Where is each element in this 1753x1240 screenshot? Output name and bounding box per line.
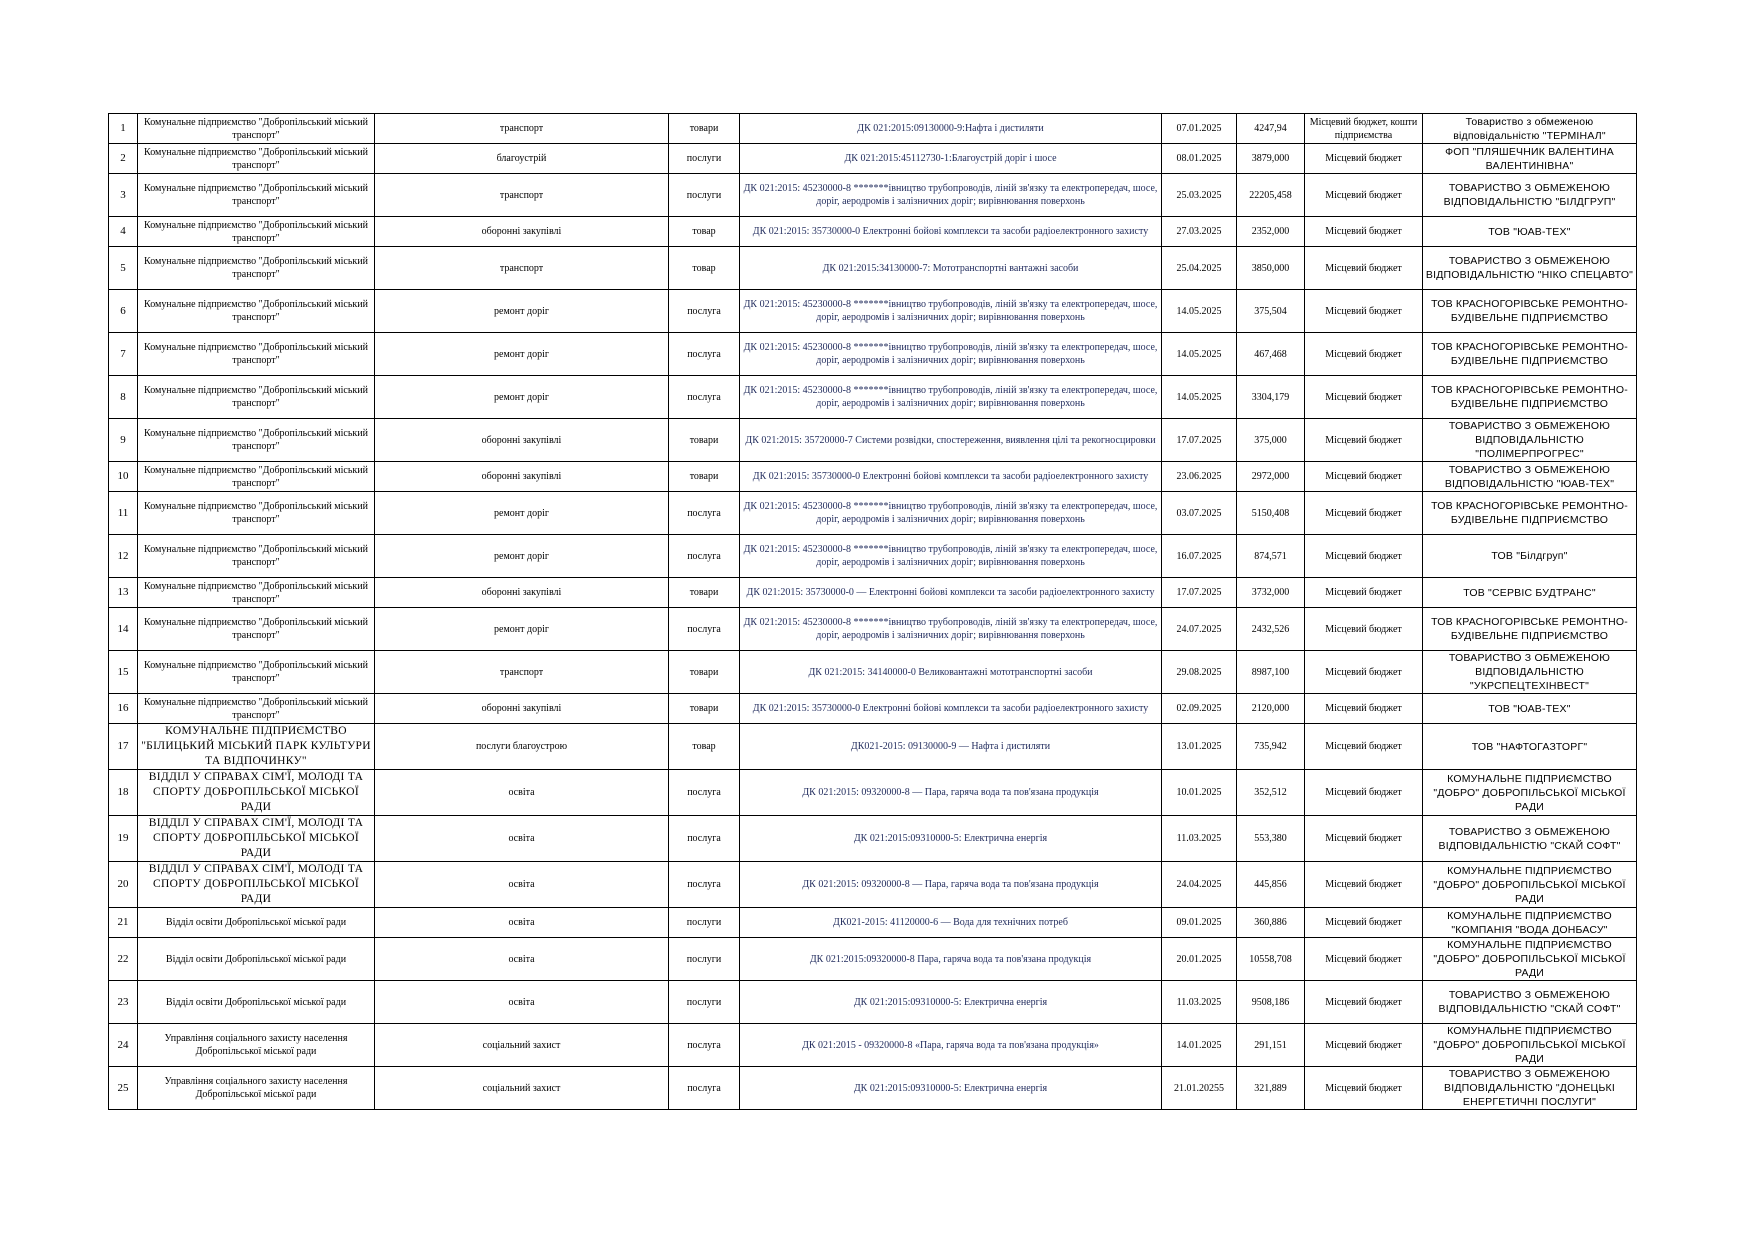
row-number: 24 [109,1024,138,1067]
category-cell: послуги благоустрою [375,724,669,770]
type-cell: послуга [669,1067,740,1110]
table-row [109,908,1637,938]
cpv-code-cell: ДК 021:2015:45112730-1:Благоустрій доріг і шосе [740,144,1162,174]
table-row [109,770,1637,816]
budget-cell: Місцевий бюджет [1305,492,1423,535]
supplier-cell: КОМУНАЛЬНЕ ПІДПРИЄМСТВО "ДОБРО" ДОБРОПІЛЬСЬКОЇ МІСЬКОЇ РАДИ [1423,770,1637,816]
amount-cell: 2972,000 [1237,462,1305,492]
table-row [109,981,1637,1024]
cpv-code-cell: ДК021-2015: 09130000-9 — Нафта і дистиляти [740,724,1162,770]
organization-cell: Комунальне підприємство "Добропільський міський транспорт" [138,333,375,376]
category-cell: транспорт [375,114,669,144]
table-row [109,578,1637,608]
cpv-code-cell: ДК 021:2015: 45230000-8 *******івництво трубопроводів, ліній зв'язку та електропередач, шосе, доріг, аеродромів і залізничних доріг; вирівнювання поверхонь [740,535,1162,578]
type-cell: послуга [669,608,740,651]
supplier-cell: ТОВ "Білдгруп" [1423,535,1637,578]
amount-cell: 321,889 [1237,1067,1305,1110]
category-cell: освіта [375,816,669,862]
cpv-code-cell: ДК 021:2015: 45230000-8 *******івництво трубопроводів, ліній зв'язку та електропередач, шосе, доріг, аеродромів і залізничних доріг; вирівнювання поверхонь [740,608,1162,651]
supplier-cell: КОМУНАЛЬНЕ ПІДПРИЄМСТВО "КОМПАНІЯ "ВОДА ДОНБАСУ" [1423,908,1637,938]
table-row [109,694,1637,724]
row-number: 6 [109,290,138,333]
date-cell: 17.07.2025 [1162,419,1237,462]
cpv-code-cell: ДК 021:2015: 35730000-0 — Електронні бойові комплекси та засоби радіоелектронного захисту [740,578,1162,608]
supplier-cell: ТОВ "СЕРВІС БУДТРАНС" [1423,578,1637,608]
type-cell: послуга [669,290,740,333]
amount-cell: 375,000 [1237,419,1305,462]
budget-cell: Місцевий бюджет [1305,1067,1423,1110]
organization-cell: Комунальне підприємство "Добропільський міський транспорт" [138,578,375,608]
amount-cell: 2352,000 [1237,217,1305,247]
organization-cell: Комунальне підприємство "Добропільський міський транспорт" [138,535,375,578]
cpv-code-cell: ДК 021:2015: 45230000-8 *******івництво трубопроводів, ліній зв'язку та електропередач, шосе, доріг, аеродромів і залізничних доріг; вирівнювання поверхонь [740,174,1162,217]
row-number: 13 [109,578,138,608]
table-row [109,1024,1637,1067]
organization-cell: Відділ освіти Добропільської міської ради [138,981,375,1024]
category-cell: ремонт доріг [375,608,669,651]
budget-cell: Місцевий бюджет [1305,862,1423,908]
table-row [109,419,1637,462]
amount-cell: 22205,458 [1237,174,1305,217]
date-cell: 24.04.2025 [1162,862,1237,908]
table-row [109,174,1637,217]
supplier-cell: ТОВ КРАСНОГОРІВСЬКЕ РЕМОНТНО-БУДІВЕЛЬНЕ ПІДПРИЄМСТВО [1423,492,1637,535]
amount-cell: 8987,100 [1237,651,1305,694]
organization-cell: Комунальне підприємство "Добропільський міський транспорт" [138,247,375,290]
amount-cell: 553,380 [1237,816,1305,862]
budget-cell: Місцевий бюджет [1305,247,1423,290]
amount-cell: 5150,408 [1237,492,1305,535]
row-number: 25 [109,1067,138,1110]
organization-cell: Комунальне підприємство "Добропільський міський транспорт" [138,651,375,694]
row-number: 3 [109,174,138,217]
table-row [109,1067,1637,1110]
cpv-code-cell: ДК 021:2015: 45230000-8 *******івництво трубопроводів, ліній зв'язку та електропередач, шосе, доріг, аеродромів і залізничних доріг; вирівнювання поверхонь [740,290,1162,333]
organization-cell: Комунальне підприємство "Добропільський міський транспорт" [138,290,375,333]
amount-cell: 10558,708 [1237,938,1305,981]
type-cell: товари [669,578,740,608]
row-number: 10 [109,462,138,492]
organization-cell: Відділ освіти Добропільської міської ради [138,908,375,938]
date-cell: 02.09.2025 [1162,694,1237,724]
type-cell: послуга [669,770,740,816]
type-cell: послуга [669,376,740,419]
cpv-code-cell: ДК 021:2015: 35730000-0 Електронні бойові комплекси та засоби радіоелектронного захисту [740,217,1162,247]
category-cell: освіта [375,908,669,938]
category-cell: освіта [375,770,669,816]
date-cell: 14.05.2025 [1162,333,1237,376]
organization-cell: Комунальне підприємство "Добропільський міський транспорт" [138,694,375,724]
table-row [109,144,1637,174]
category-cell: освіта [375,938,669,981]
row-number: 18 [109,770,138,816]
budget-cell: Місцевий бюджет [1305,376,1423,419]
amount-cell: 3304,179 [1237,376,1305,419]
category-cell: освіта [375,981,669,1024]
supplier-cell: ТОВАРИСТВО З ОБМЕЖЕНОЮ ВІДПОВІДАЛЬНІСТЮ "ПОЛІМЕРПРОГРЕС" [1423,419,1637,462]
cpv-code-cell: ДК 021:2015 - 09320000-8 «Пара, гаряча вода та пов'язана продукція» [740,1024,1162,1067]
date-cell: 08.01.2025 [1162,144,1237,174]
supplier-cell: ТОВ "НАФТОГАЗТОРГ" [1423,724,1637,770]
type-cell: послуги [669,144,740,174]
cpv-code-cell: ДК 021:2015:09130000-9:Нафта і дистиляти [740,114,1162,144]
budget-cell: Місцевий бюджет [1305,535,1423,578]
row-number: 7 [109,333,138,376]
type-cell: послуги [669,938,740,981]
row-number: 4 [109,217,138,247]
type-cell: послуги [669,981,740,1024]
budget-cell: Місцевий бюджет [1305,144,1423,174]
table-row [109,608,1637,651]
row-number: 8 [109,376,138,419]
supplier-cell: ТОВ КРАСНОГОРІВСЬКЕ РЕМОНТНО-БУДІВЕЛЬНЕ ПІДПРИЄМСТВО [1423,333,1637,376]
organization-cell: ВІДДІЛ У СПРАВАХ СІМ'Ї, МОЛОДІ ТА СПОРТУ ДОБРОПІЛЬСЬКОЇ МІСЬКОЇ РАДИ [138,862,375,908]
category-cell: ремонт доріг [375,290,669,333]
table-row [109,816,1637,862]
category-cell: оборонні закупівлі [375,419,669,462]
date-cell: 21.01.20255 [1162,1067,1237,1110]
procurement-table [108,113,1637,1110]
category-cell: освіта [375,862,669,908]
row-number: 16 [109,694,138,724]
type-cell: товар [669,724,740,770]
budget-cell: Місцевий бюджет [1305,908,1423,938]
date-cell: 20.01.2025 [1162,938,1237,981]
amount-cell: 735,942 [1237,724,1305,770]
date-cell: 23.06.2025 [1162,462,1237,492]
type-cell: товари [669,114,740,144]
table-row [109,492,1637,535]
organization-cell: Комунальне підприємство "Добропільський міський транспорт" [138,462,375,492]
budget-cell: Місцевий бюджет [1305,333,1423,376]
organization-cell: Комунальне підприємство "Добропільський міський транспорт" [138,144,375,174]
date-cell: 14.05.2025 [1162,376,1237,419]
supplier-cell: ТОВ КРАСНОГОРІВСЬКЕ РЕМОНТНО-БУДІВЕЛЬНЕ ПІДПРИЄМСТВО [1423,376,1637,419]
category-cell: ремонт доріг [375,492,669,535]
amount-cell: 467,468 [1237,333,1305,376]
budget-cell: Місцевий бюджет [1305,816,1423,862]
type-cell: послуги [669,174,740,217]
organization-cell: Комунальне підприємство "Добропільський міський транспорт" [138,419,375,462]
cpv-code-cell: ДК 021:2015: 35730000-0 Електронні бойові комплекси та засоби радіоелектронного захисту [740,694,1162,724]
budget-cell: Місцевий бюджет [1305,419,1423,462]
date-cell: 24.07.2025 [1162,608,1237,651]
row-number: 1 [109,114,138,144]
amount-cell: 375,504 [1237,290,1305,333]
row-number: 20 [109,862,138,908]
budget-cell: Місцевий бюджет [1305,770,1423,816]
amount-cell: 2432,526 [1237,608,1305,651]
row-number: 5 [109,247,138,290]
type-cell: товари [669,651,740,694]
budget-cell: Місцевий бюджет [1305,1024,1423,1067]
date-cell: 14.05.2025 [1162,290,1237,333]
supplier-cell: КОМУНАЛЬНЕ ПІДПРИЄМСТВО "ДОБРО" ДОБРОПІЛЬСЬКОЇ МІСЬКОЇ РАДИ [1423,1024,1637,1067]
amount-cell: 3850,000 [1237,247,1305,290]
budget-cell: Місцевий бюджет [1305,217,1423,247]
supplier-cell: ТОВ "ЮАВ-ТЕХ" [1423,217,1637,247]
date-cell: 11.03.2025 [1162,981,1237,1024]
category-cell: оборонні закупівлі [375,217,669,247]
cpv-code-cell: ДК 021:2015: 34140000-0 Великовантажні мототранспортні засоби [740,651,1162,694]
cpv-code-cell: ДК 021:2015: 45230000-8 *******івництво трубопроводів, ліній зв'язку та електропередач, шосе, доріг, аеродромів і залізничних доріг; вирівнювання поверхонь [740,333,1162,376]
row-number: 21 [109,908,138,938]
date-cell: 03.07.2025 [1162,492,1237,535]
category-cell: транспорт [375,651,669,694]
budget-cell: Місцевий бюджет [1305,938,1423,981]
amount-cell: 291,151 [1237,1024,1305,1067]
supplier-cell: ТОВАРИСТВО З ОБМЕЖЕНОЮ ВІДПОВІДАЛЬНІСТЮ "ЮАВ-ТЕХ" [1423,462,1637,492]
amount-cell: 352,512 [1237,770,1305,816]
cpv-code-cell: ДК021-2015: 41120000-6 — Вода для технічних потреб [740,908,1162,938]
organization-cell: Комунальне підприємство "Добропільський міський транспорт" [138,217,375,247]
type-cell: товари [669,694,740,724]
supplier-cell: ТОВАРИСТВО З ОБМЕЖЕНОЮ ВІДПОВІДАЛЬНІСТЮ "БІЛДГРУП" [1423,174,1637,217]
organization-cell: ВІДДІЛ У СПРАВАХ СІМ'Ї, МОЛОДІ ТА СПОРТУ ДОБРОПІЛЬСЬКОЇ МІСЬКОЇ РАДИ [138,816,375,862]
organization-cell: Комунальне підприємство "Добропільський міський транспорт" [138,114,375,144]
row-number: 15 [109,651,138,694]
type-cell: послуга [669,492,740,535]
cpv-code-cell: ДК 021:2015: 45230000-8 *******івництво трубопроводів, ліній зв'язку та електропередач, шосе, доріг, аеродромів і залізничних доріг; вирівнювання поверхонь [740,376,1162,419]
type-cell: послуга [669,862,740,908]
row-number: 22 [109,938,138,981]
category-cell: ремонт доріг [375,535,669,578]
organization-cell: Комунальне підприємство "Добропільський міський транспорт" [138,376,375,419]
supplier-cell: ФОП "ПЛЯШЕЧНИК ВАЛЕНТИНА ВАЛЕНТИНІВНА" [1423,144,1637,174]
cpv-code-cell: ДК 021:2015:34130000-7: Мототранспортні вантажні засоби [740,247,1162,290]
date-cell: 11.03.2025 [1162,816,1237,862]
table-row [109,247,1637,290]
type-cell: послуги [669,908,740,938]
amount-cell: 3732,000 [1237,578,1305,608]
category-cell: соціальний захист [375,1024,669,1067]
date-cell: 25.04.2025 [1162,247,1237,290]
budget-cell: Місцевий бюджет [1305,462,1423,492]
type-cell: товари [669,419,740,462]
budget-cell: Місцевий бюджет [1305,651,1423,694]
date-cell: 16.07.2025 [1162,535,1237,578]
supplier-cell: КОМУНАЛЬНЕ ПІДПРИЄМСТВО "ДОБРО" ДОБРОПІЛЬСЬКОЇ МІСЬКОЇ РАДИ [1423,938,1637,981]
table-row [109,217,1637,247]
row-number: 14 [109,608,138,651]
category-cell: оборонні закупівлі [375,694,669,724]
cpv-code-cell: ДК 021:2015: 45230000-8 *******івництво трубопроводів, ліній зв'язку та електропередач, шосе, доріг, аеродромів і залізничних доріг; вирівнювання поверхонь [740,492,1162,535]
budget-cell: Місцевий бюджет [1305,174,1423,217]
budget-cell: Місцевий бюджет [1305,578,1423,608]
table-row [109,535,1637,578]
row-number: 19 [109,816,138,862]
budget-cell: Місцевий бюджет [1305,694,1423,724]
category-cell: соціальний захист [375,1067,669,1110]
cpv-code-cell: ДК 021:2015: 35730000-0 Електронні бойові комплекси та засоби радіоелектронного захисту [740,462,1162,492]
date-cell: 09.01.2025 [1162,908,1237,938]
table-row [109,376,1637,419]
date-cell: 14.01.2025 [1162,1024,1237,1067]
organization-cell: Комунальне підприємство "Добропільський міський транспорт" [138,174,375,217]
cpv-code-cell: ДК 021:2015: 09320000-8 — Пара, гаряча вода та пов'язана продукція [740,770,1162,816]
budget-cell: Місцевий бюджет, кошти підприємства [1305,114,1423,144]
amount-cell: 874,571 [1237,535,1305,578]
cpv-code-cell: ДК 021:2015: 09320000-8 — Пара, гаряча вода та пов'язана продукція [740,862,1162,908]
type-cell: послуга [669,816,740,862]
organization-cell: Управління соціального захисту населення Добропільської міської ради [138,1024,375,1067]
supplier-cell: Товариство з обмеженою відповідальністю "ТЕРМІНАЛ" [1423,114,1637,144]
date-cell: 13.01.2025 [1162,724,1237,770]
organization-cell: Комунальне підприємство "Добропільський міський транспорт" [138,608,375,651]
table-row [109,724,1637,770]
budget-cell: Місцевий бюджет [1305,724,1423,770]
category-cell: оборонні закупівлі [375,462,669,492]
amount-cell: 445,856 [1237,862,1305,908]
date-cell: 17.07.2025 [1162,578,1237,608]
category-cell: ремонт доріг [375,376,669,419]
supplier-cell: ТОВАРИСТВО З ОБМЕЖЕНОЮ ВІДПОВІДАЛЬНІСТЮ "СКАЙ СОФТ" [1423,981,1637,1024]
type-cell: послуга [669,535,740,578]
supplier-cell: ТОВ "ЮАВ-ТЕХ" [1423,694,1637,724]
table-row [109,333,1637,376]
amount-cell: 2120,000 [1237,694,1305,724]
cpv-code-cell: ДК 021:2015:09310000-5: Електрична енергія [740,1067,1162,1110]
type-cell: товар [669,217,740,247]
amount-cell: 3879,000 [1237,144,1305,174]
table-row [109,462,1637,492]
row-number: 11 [109,492,138,535]
category-cell: оборонні закупівлі [375,578,669,608]
type-cell: послуга [669,333,740,376]
cpv-code-cell: ДК 021:2015:09310000-5: Електрична енергія [740,981,1162,1024]
type-cell: послуга [669,1024,740,1067]
row-number: 17 [109,724,138,770]
row-number: 9 [109,419,138,462]
cpv-code-cell: ДК 021:2015: 35720000-7 Системи розвідки, спостереження, виявлення цілі та рекогносцировки [740,419,1162,462]
budget-cell: Місцевий бюджет [1305,981,1423,1024]
table-row [109,651,1637,694]
date-cell: 27.03.2025 [1162,217,1237,247]
supplier-cell: КОМУНАЛЬНЕ ПІДПРИЄМСТВО "ДОБРО" ДОБРОПІЛЬСЬКОЇ МІСЬКОЇ РАДИ [1423,862,1637,908]
category-cell: транспорт [375,247,669,290]
date-cell: 10.01.2025 [1162,770,1237,816]
date-cell: 29.08.2025 [1162,651,1237,694]
organization-cell: Комунальне підприємство "Добропільський міський транспорт" [138,492,375,535]
table-row [109,290,1637,333]
row-number: 23 [109,981,138,1024]
type-cell: товар [669,247,740,290]
supplier-cell: ТОВ КРАСНОГОРІВСЬКЕ РЕМОНТНО-БУДІВЕЛЬНЕ ПІДПРИЄМСТВО [1423,290,1637,333]
cpv-code-cell: ДК 021:2015:09320000-8 Пара, гаряча вода та пов'язана продукція [740,938,1162,981]
table-row [109,114,1637,144]
budget-cell: Місцевий бюджет [1305,290,1423,333]
category-cell: ремонт доріг [375,333,669,376]
organization-cell: Відділ освіти Добропільської міської ради [138,938,375,981]
amount-cell: 4247,94 [1237,114,1305,144]
date-cell: 07.01.2025 [1162,114,1237,144]
category-cell: благоустрій [375,144,669,174]
row-number: 2 [109,144,138,174]
supplier-cell: ТОВАРИСТВО З ОБМЕЖЕНОЮ ВІДПОВІДАЛЬНІСТЮ "УКРСПЕЦТЕХІНВЕСТ" [1423,651,1637,694]
organization-cell: КОМУНАЛЬНЕ ПІДПРИЄМСТВО "БІЛИЦЬКИЙ МІСЬКИЙ ПАРК КУЛЬТУРИ ТА ВІДПОЧИНКУ" [138,724,375,770]
supplier-cell: ТОВ КРАСНОГОРІВСЬКЕ РЕМОНТНО-БУДІВЕЛЬНЕ ПІДПРИЄМСТВО [1423,608,1637,651]
type-cell: товари [669,462,740,492]
organization-cell: ВІДДІЛ У СПРАВАХ СІМ'Ї, МОЛОДІ ТА СПОРТУ ДОБРОПІЛЬСЬКОЇ МІСЬКОЇ РАДИ [138,770,375,816]
amount-cell: 9508,186 [1237,981,1305,1024]
amount-cell: 360,886 [1237,908,1305,938]
supplier-cell: ТОВАРИСТВО З ОБМЕЖЕНОЮ ВІДПОВІДАЛЬНІСТЮ "ДОНЕЦЬКІ ЕНЕРГЕТИЧНІ ПОСЛУГИ" [1423,1067,1637,1110]
table-row [109,938,1637,981]
supplier-cell: ТОВАРИСТВО З ОБМЕЖЕНОЮ ВІДПОВІДАЛЬНІСТЮ "НІКО СПЕЦАВТО" [1423,247,1637,290]
organization-cell: Управління соціального захисту населення Добропільської міської ради [138,1067,375,1110]
date-cell: 25.03.2025 [1162,174,1237,217]
budget-cell: Місцевий бюджет [1305,608,1423,651]
category-cell: транспорт [375,174,669,217]
row-number: 12 [109,535,138,578]
cpv-code-cell: ДК 021:2015:09310000-5: Електрична енергія [740,816,1162,862]
table-row [109,862,1637,908]
supplier-cell: ТОВАРИСТВО З ОБМЕЖЕНОЮ ВІДПОВІДАЛЬНІСТЮ "СКАЙ СОФТ" [1423,816,1637,862]
